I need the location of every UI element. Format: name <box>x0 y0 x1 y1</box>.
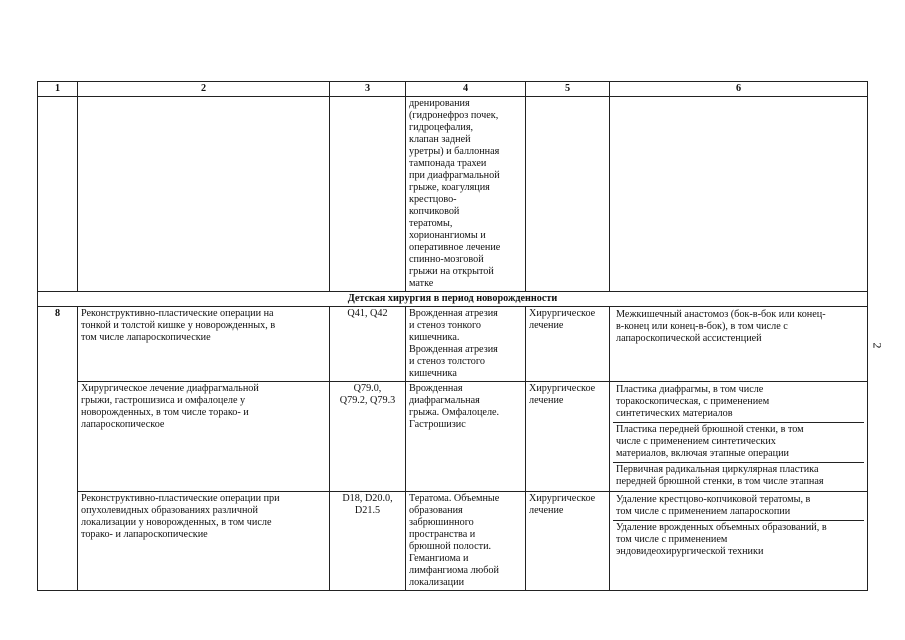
continued-cell-6 <box>610 97 868 292</box>
group-number: 8 <box>38 307 78 591</box>
method-item <box>613 383 864 423</box>
column-header-3: 3 <box>330 82 406 97</box>
continued-cell-5 <box>526 97 610 292</box>
column-header-4: 4 <box>406 82 526 97</box>
procedure-name-cell <box>78 382 330 492</box>
method-text: Пластика передней брюшной стенки, в том числе с применением синтетических материалов, включая этапные операции <box>616 424 804 459</box>
section-row <box>38 292 868 307</box>
method-item <box>613 308 864 347</box>
continued-row <box>38 97 868 292</box>
diagnosis: Врожденная атрезия и стеноз тонкого кишечника. Врожденная атрезия и стеноз толстого кишечника <box>409 308 498 379</box>
continued-diagnosis-text: дренирования (гидронефроз почек, гидроцефалия, клапан задней уретры) и баллонная тампонада трахеи при диафрагмальной грыже, коагуляция крестцово- копчиковой тератомы, хорионангиомы и оперативное лечение спинно-мозговой грыжи на открытой матке <box>409 98 501 289</box>
methods-cell <box>610 382 868 492</box>
diagnosis-cell <box>406 382 526 492</box>
method-text: Межкишечный анастомоз (бок-в-бок или конец- в-конец или конец-в-бок), в том числе с лапароскопической ассистенцией <box>616 309 826 344</box>
treatment-type: Хирургическое лечение <box>529 493 596 516</box>
column-header-2: 2 <box>78 82 330 97</box>
treatment-cell <box>526 492 610 591</box>
continued-cell-2 <box>78 97 330 292</box>
table-row <box>38 492 868 591</box>
method-item <box>613 463 864 490</box>
icd-codes-cell <box>330 382 406 492</box>
continued-cell-1 <box>38 97 78 292</box>
icd-codes: D18, D20.0, D21.5 <box>342 493 393 516</box>
procedure-name: Реконструктивно-пластические операции при опухолевидных образованиях различной локализации у новорожденных, в том числе торако- и лапароскопические <box>81 493 280 540</box>
diagnosis: Тератома. Объемные образования забрюшинного пространства и брюшной полости. Гемангиома и лимфангиома любой локализации <box>409 493 500 588</box>
method-text: Удаление врожденных объемных образований, в том числе с применением эндовидеохирургической техники <box>616 522 827 557</box>
continued-cell-4 <box>406 97 526 292</box>
procedure-name: Реконструктивно-пластические операции на тонкой и толстой кишке у новорожденных, в том числе лапароскопические <box>81 308 276 343</box>
method-item <box>613 521 864 560</box>
page-number: 2 <box>870 342 885 349</box>
method-text: Пластика диафрагмы, в том числе торакоскопическая, с применением синтетических материалов <box>616 384 770 419</box>
icd-codes: Q79.0, Q79.2, Q79.3 <box>339 383 396 406</box>
treatment-cell <box>526 307 610 382</box>
method-item <box>613 493 864 521</box>
column-header-6: 6 <box>610 82 868 97</box>
treatment-type: Хирургическое лечение <box>529 383 596 406</box>
method-item <box>613 423 864 463</box>
icd-codes-cell <box>330 492 406 591</box>
diagnosis-cell <box>406 307 526 382</box>
treatment-type: Хирургическое лечение <box>529 308 596 331</box>
diagnosis: Врожденная диафрагмальная грыжа. Омфалоцеле. Гастрошизис <box>409 383 500 430</box>
procedure-name-cell <box>78 307 330 382</box>
icd-codes: Q41, Q42 <box>347 308 388 319</box>
procedure-name-cell <box>78 492 330 591</box>
column-header-5: 5 <box>526 82 610 97</box>
procedure-name: Хирургическое лечение диафрагмальной грыжи, гастрошизиса и омфалоцеле у новорожденных, в том числе торако- и лапароскопическое <box>81 383 259 430</box>
procedures-table <box>37 81 868 591</box>
column-header-row <box>38 82 868 97</box>
methods-cell <box>610 307 868 382</box>
section-title: Детская хирургия в период новорожденности <box>38 292 868 307</box>
method-text: Удаление крестцово-копчиковой тератомы, в том числе с применением лапароскопии <box>616 494 811 517</box>
methods-cell <box>610 492 868 591</box>
table-row <box>38 382 868 492</box>
diagnosis-cell <box>406 492 526 591</box>
method-text: Первичная радикальная циркулярная пластика передней брюшной стенки, в том числе этапная <box>616 464 824 487</box>
continued-cell-3 <box>330 97 406 292</box>
column-header-1: 1 <box>38 82 78 97</box>
treatment-cell <box>526 382 610 492</box>
icd-codes-cell <box>330 307 406 382</box>
table-row <box>38 307 868 382</box>
